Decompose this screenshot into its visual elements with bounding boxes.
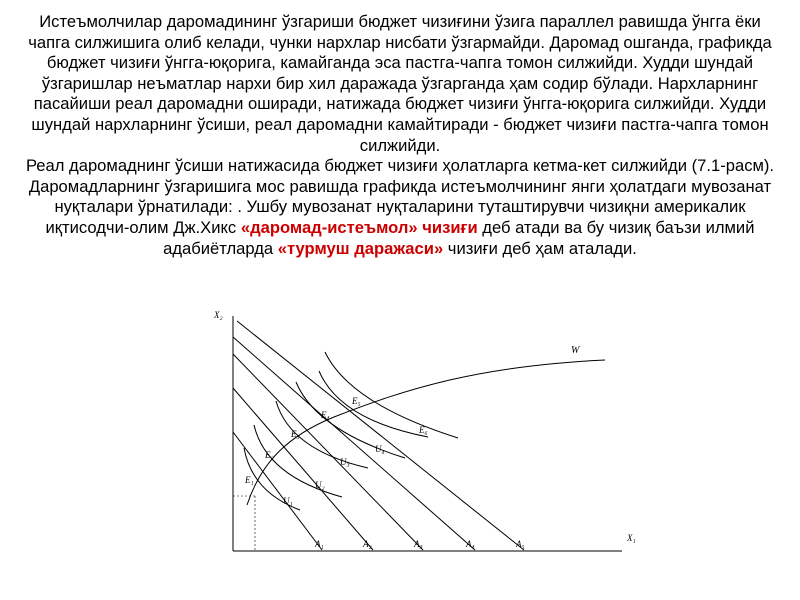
budget-label-a4: A₄ [466,539,475,549]
point-label-e3: E₃ [291,429,300,439]
x-axis-label: X₁ [627,533,636,543]
point-label-e2: E₂ [265,450,274,460]
indifference-label-u4: U₄ [375,444,385,454]
point-label-e4: E₄ [321,410,330,420]
y-axis-label: X₂ [214,310,223,320]
indifference-label-u2: U₂ [315,480,325,490]
standard-of-living-term: «турмуш даражаси» [277,238,444,258]
budget-line-a4 [233,337,475,550]
paragraph-1: Истеъмолчилар даромадининг ўзгариши бюджет чизиғини ўзига параллел равишда ўнгга ёки чапга силжишига олиб келади, чунки нархлар нисбати ўзгармайди. Даромад ошганда, графикда бюджет чизиғи ўнгга-юқорига, камайганда эса пастга-чапга томон силжийди. Худди шундай ўзгаришлар неъматлар нархи бир хил даражада ўзгарганда ҳам содир бўлади. Нархларнинг пасайиши реал даромадни оширади, натижада бюджет чизиғи ўнгга-юқорига силжийди. Худди шундай нархларнинг ўсиши, реал даромадни камайтиради - бюджет чизиғи пастга-чапга томон силжийди. [28,12,772,155]
point-label-e6: E₆ [419,425,428,435]
budget-label-a2: A₂ [363,539,372,549]
paragraph-3-text-before: Даромадларнинг ўзгаришига мос равишда графикда истеъмолчининг янги ҳолатдаги мувозанат нуқталари ўрнатилади: . Ушбу мувозанат нуқталарини туташтирувчи чизиқни америкалик иқтисодчи-олим Дж.Хикс [28,176,772,237]
curve-w-label: W [571,345,580,356]
indifference-label-u3: U₃ [340,457,350,467]
point-label-e5: E₅ [352,396,361,406]
paragraph-2: Реал даромаднинг ўсиши натижасида бюджет чизиғи ҳолатларга кетма-кет силжийди (7.1-расм). [25,156,775,176]
budget-label-a5: A₅ [516,539,525,549]
budget-line-a3 [233,354,423,550]
budget-label-a1: A₁ [315,539,324,549]
budget-label-a3: A₃ [414,539,423,549]
paragraph-3-text-middle: деб атади ва бу чизиқ баъзи илмий адабиётларда [163,217,755,258]
paragraph-3-text-after: чизиғи деб ҳам аталади. [443,238,637,258]
point-label-e1: E₁ [245,475,254,485]
budget-line-a1 [233,432,322,550]
indifference-label-u1: U₁ [283,496,293,506]
indifference-curve-u5 [325,352,458,438]
income-consumption-term: «даромад-истеъмол» чизиғи [240,217,478,237]
budget-line-a5 [237,321,524,550]
